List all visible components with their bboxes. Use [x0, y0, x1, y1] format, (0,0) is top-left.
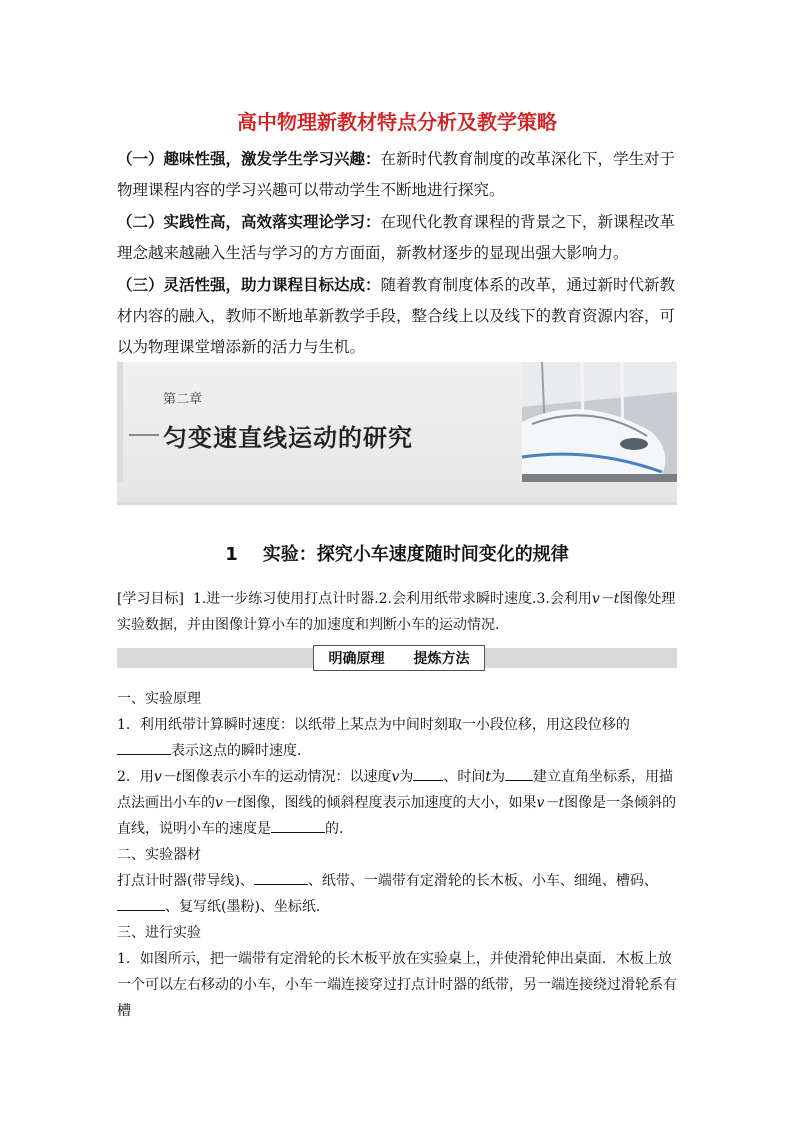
text: 1．利用纸带计算瞬时速度：以纸带上某点为中间时刻取一小段位移，用这段位移的 — [117, 717, 630, 733]
text: 为 — [491, 769, 506, 785]
text: 图像表示小车的运动情况：以速度 — [181, 769, 392, 785]
section-heading: 三、进行实验 — [117, 925, 201, 941]
vt-symbol: v－t — [153, 769, 182, 785]
learning-goals — [117, 586, 679, 638]
v-symbol: v — [391, 769, 400, 785]
chapter-banner — [117, 362, 677, 505]
text: 图像，图线的倾斜程度表示加速度的大小，如果 — [242, 795, 537, 811]
paragraph: 1．如图所示，把一端带有定滑轮的长木板平放在实验桌上，并使滑轮伸出桌面．木板上放一个可以左右移动的小车，小车一端连接穿过打点计时器的纸带，另一端连接绕过滑轮系有槽 — [117, 951, 677, 1019]
intro-paragraph-1 — [117, 144, 679, 206]
goal-text-1: 1.进一步练习使用打点计时器.2.会利用纸带求瞬时速度.3.会利用 — [192, 591, 592, 607]
goal-text-2: 图像处理实验数据，并由图像计算小车的加速度和判断小车的运动情况. — [117, 591, 676, 633]
body-content — [117, 686, 679, 1024]
section-tag-method: 提炼方法 — [413, 651, 470, 667]
vt-symbol: v－t — [591, 591, 620, 607]
intro-text: 随着教育制度体系的改革，通过新时代新教材内容的融入，教师不断地革新教学手段，整合线上以及线下的教育资源内容，可以为物理课堂增添新的活力与生机。 — [117, 276, 676, 356]
page-title: 高中物理新教材特点分析及教学策略 — [237, 110, 557, 134]
paragraph — [117, 868, 679, 920]
lesson-heading — [0, 540, 794, 566]
intro-heading: （一）趣味性强，激发学生学习兴趣： — [117, 150, 381, 168]
banner-rule — [129, 434, 159, 436]
intro-text: 在现代化教育课程的背景之下，新课程改革理念越来越融入生活与学习的方方面面，新教材逐步的显现出强大影响力。 — [117, 213, 676, 262]
goal-label: [学习目标] — [117, 591, 184, 607]
vt-symbol: v－t — [215, 795, 243, 811]
lesson-number: 1 — [225, 544, 238, 565]
chapter-number: 第二章 — [163, 392, 203, 407]
intro-heading: （二）实践性高，高效落实理论学习： — [117, 213, 381, 231]
intro-paragraph-2 — [117, 207, 679, 269]
fill-blank — [254, 868, 308, 885]
fill-blank — [271, 816, 325, 833]
section-bar — [117, 648, 677, 668]
fill-blank — [505, 764, 533, 781]
section-tag-principle: 明确原理 — [328, 651, 385, 667]
text: 为 — [399, 769, 414, 785]
section-tag — [313, 645, 485, 671]
fill-blank — [413, 764, 443, 781]
section-heading: 一、实验原理 — [117, 691, 201, 707]
intro-paragraph-3 — [117, 270, 679, 363]
text: 图像是一条倾斜的直线，说明小车的速度是 — [117, 795, 677, 837]
fill-blank — [117, 894, 165, 911]
vt-symbol: v－t — [536, 795, 565, 811]
text: 打点计时器(带导线)、 — [117, 873, 254, 889]
fill-blank — [117, 738, 171, 755]
text: 、时间 — [443, 769, 486, 785]
intro-text: 在新时代教育制度的改革深化下，学生对于物理课程内容的学习兴趣可以带动学生不断地进行探究。 — [117, 150, 676, 199]
section-heading: 二、实验器材 — [117, 847, 201, 863]
banner-accent — [117, 362, 123, 482]
t-symbol: t — [485, 769, 492, 785]
text: 、纸带、一端带有定滑轮的长木板、小车、细绳、槽码、 — [307, 873, 658, 889]
text: 表示这点的瞬时速度． — [171, 743, 311, 759]
text: 、复写纸(墨粉)、坐标纸． — [165, 899, 330, 915]
intro-heading: （三）灵活性强，助力课程目标达成： — [117, 276, 381, 294]
text: 2．用 — [117, 769, 154, 785]
lesson-title: 实验：探究小车速度随时间变化的规律 — [262, 544, 569, 565]
text: 的． — [325, 821, 353, 837]
train-image — [522, 362, 677, 482]
text: 建立直角坐标系，用描点法画出小车的 — [117, 769, 674, 811]
chapter-title: 匀变速直线运动的研究 — [163, 424, 413, 452]
paragraph — [117, 712, 679, 764]
paragraph — [117, 764, 679, 842]
